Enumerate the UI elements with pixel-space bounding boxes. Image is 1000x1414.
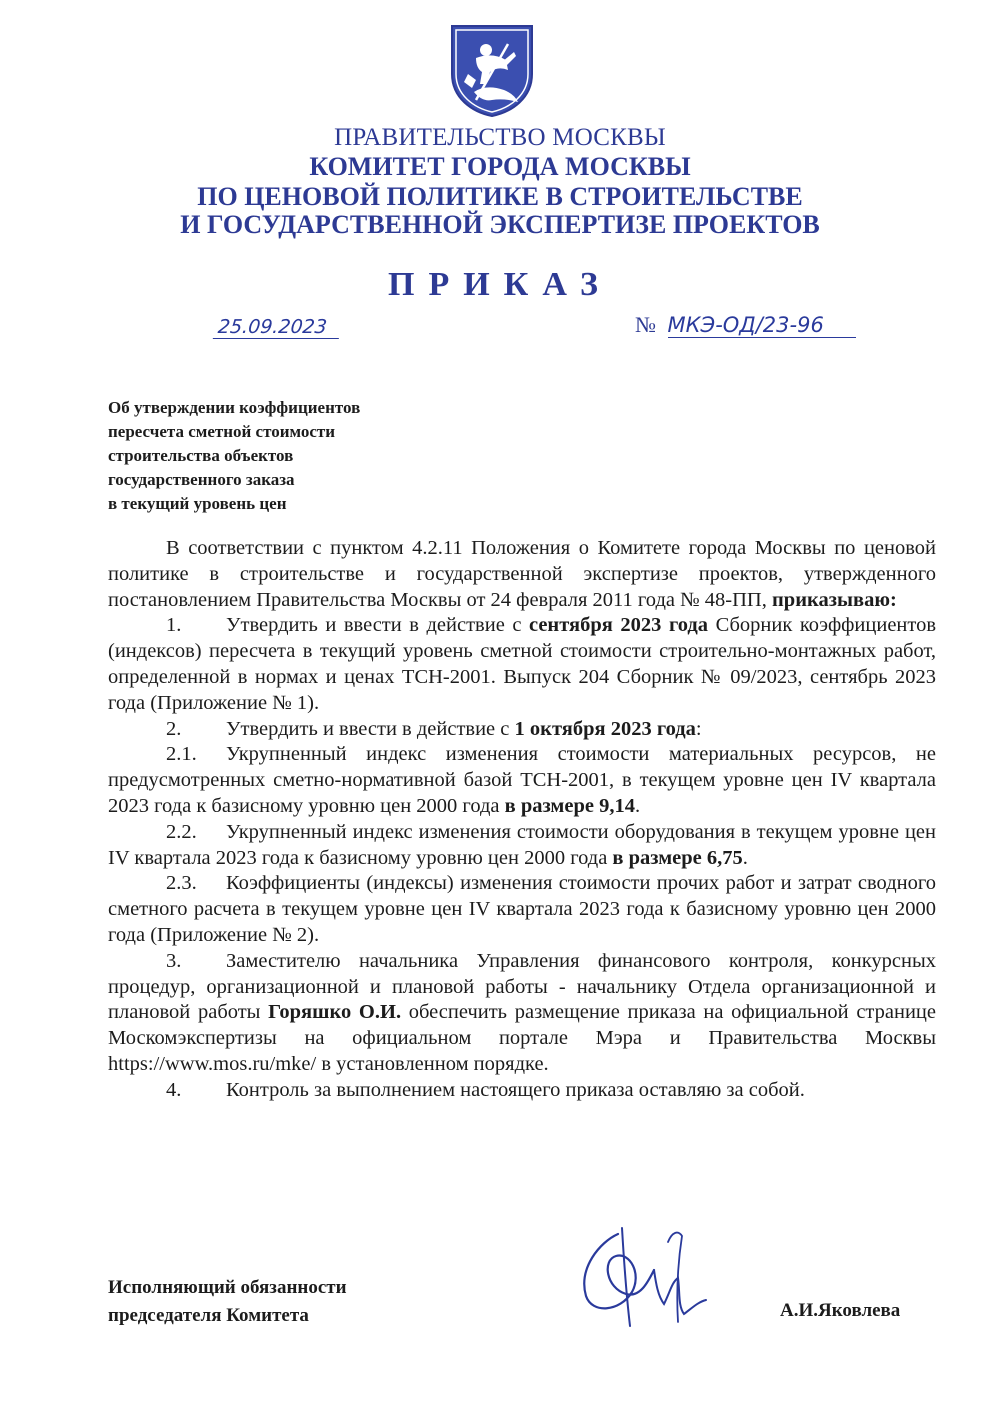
order-body — [108, 536, 936, 1104]
order-subject — [108, 396, 438, 516]
order-date: 25.09.2023 — [213, 316, 341, 339]
intro-paragraph: В соответствии с пунктом 4.2.11 Положения о Комитете города Москвы по ценовой политике в строительстве и государственной экспертизе проектов, утвержденного постановлением Правительства Москвы от 24 февраля 2011 года № 48-ПП, приказываю: — [108, 537, 936, 611]
subject-line: в текущий уровень цен — [108, 494, 287, 513]
item-1: 1. Утвердить и ввести в действие с сентября 2023 года Сборник коэффициентов (индексов) пересчета в текущий уровень сметной стоимости строительно-монтажных работ, определенной в нормах и ценах ТСН-2001. Выпуск 204 Сборник № 09/2023, сентябрь 2023 года (Приложение № 1). — [108, 614, 937, 714]
subject-line: строительства объектов — [108, 446, 294, 465]
signatory-name: А.И.Яковлева — [780, 1300, 901, 1321]
subject-line: Об утверждении коэффициентов — [108, 398, 361, 417]
signatory-position — [108, 1274, 347, 1330]
item-4: 4. Контроль за выполнением настоящего приказа оставляю за собой. — [166, 1078, 805, 1101]
item-3: 3. Заместителю начальника Управления финансового контроля, конкурсных процедур, организационной и плановой работы - начальнику Отдела организационной и плановой работы Горяшко О.И. обеспечить размещение приказа на официальной странице Москомэкспертизы на официальном портале Мэра и Правительства Москвы https://www.mos.ru/mke/ в установленном порядке. — [108, 949, 936, 1075]
number-label: № — [635, 312, 656, 337]
org-government: ПРАВИТЕЛЬСТВО МОСКВЫ — [334, 124, 666, 151]
subject-line: пересчета сметной стоимости — [108, 422, 336, 441]
order-number-value: МКЭ-ОД/23-96 — [668, 313, 856, 338]
handwritten-signature-icon — [560, 1222, 710, 1334]
moscow-coat-of-arms-icon — [446, 22, 538, 118]
item-2-1: 2.1. Укрупненный индекс изменения стоимости материальных ресурсов, не предусмотренных сметно-нормативной базой ТСН-2001, в текущем уровне цен IV квартала 2023 года к базисному уровню цен 2000 года в размере 9,14. — [108, 743, 936, 817]
document-type-title: ПРИКАЗ — [388, 266, 612, 303]
position-line: председателя Комитета — [108, 1305, 309, 1326]
org-committee-line-2: ПО ЦЕНОВОЙ ПОЛИТИКЕ В СТРОИТЕЛЬСТВЕ — [197, 182, 803, 211]
item-2: 2. Утвердить и ввести в действие с 1 октября 2023 года: — [166, 717, 702, 740]
subject-line: государственного заказа — [108, 470, 295, 489]
item-2-3: 2.3. Коэффициенты (индексы) изменения стоимости прочих работ и затрат сводного сметного расчета в текущем уровне цен IV квартала 2023 года к базисному уровню цен 2000 года (Приложение № 2). — [108, 872, 936, 946]
position-line: Исполняющий обязанности — [108, 1277, 347, 1298]
order-number — [635, 312, 856, 338]
org-committee: КОМИТЕТ ГОРОДА МОСКВЫ — [309, 152, 691, 181]
item-2-2: 2.2. Укрупненный индекс изменения стоимости оборудования в текущем уровне цен IV квартала 2023 года к базисному уровню цен 2000 года в размере 6,75. — [108, 820, 936, 869]
org-committee-line-3: И ГОСУДАРСТВЕННОЙ ЭКСПЕРТИЗЕ ПРОЕКТОВ — [180, 210, 820, 239]
